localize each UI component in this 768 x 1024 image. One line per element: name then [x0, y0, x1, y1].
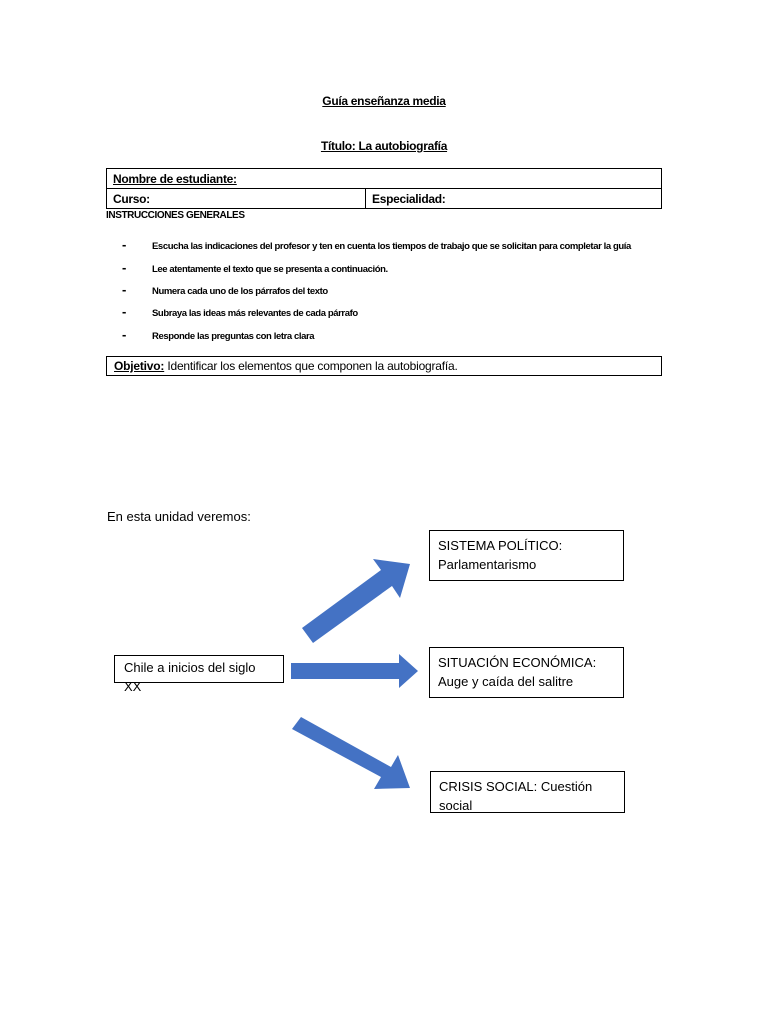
specialty-label: Especialidad:: [372, 191, 446, 206]
target-box-social: [430, 771, 625, 813]
source-text: Chile a inicios del siglo XX: [124, 660, 256, 694]
instruction-text: Escucha las indicaciones del profesor y ten en cuenta los tiempos de trabajo que se solicitan para completar la guía: [152, 241, 631, 252]
instruction-text: Lee atentamente el texto que se presenta a continuación.: [152, 264, 388, 275]
bullet-dash: -: [122, 260, 126, 275]
instructions-title: INSTRUCCIONES GENERALES: [106, 210, 245, 221]
student-name-label: Nombre de estudiante:: [113, 171, 237, 186]
target-text: SITUACIÓN ECONÓMICA: Auge y caída del salitre: [438, 655, 597, 689]
instruction-text: Responde las preguntas con letra clara: [152, 331, 315, 342]
target-box-political: [429, 530, 624, 581]
bullet-dash: -: [122, 304, 126, 319]
bullet-dash: -: [122, 237, 126, 252]
bullet-dash: -: [122, 327, 126, 342]
objective-text: Identificar los elementos que componen la autobiografía.: [164, 359, 458, 373]
guide-title: Guía enseñanza media: [322, 94, 446, 108]
instruction-text: Subraya las ideas más relevantes de cada párrafo: [152, 308, 358, 319]
objective-label: Objetivo:: [114, 359, 165, 373]
instruction-text: Numera cada uno de los párrafos del texto: [152, 286, 328, 297]
target-text: SISTEMA POLÍTICO: Parlamentarismo: [438, 538, 563, 572]
arrow-up-right: [302, 559, 410, 643]
course-label: Curso:: [113, 191, 150, 206]
source-box: [114, 655, 284, 694]
unit-lead-text: En esta unidad veremos:: [107, 509, 251, 524]
target-box-economic: [429, 647, 624, 698]
document-title: Título: La autobiografía: [320, 139, 448, 153]
arrow-down-right: [292, 717, 410, 789]
bullet-dash: -: [122, 282, 126, 297]
arrow-right: [291, 654, 418, 688]
target-text: CRISIS SOCIAL: Cuestión social: [439, 779, 593, 813]
